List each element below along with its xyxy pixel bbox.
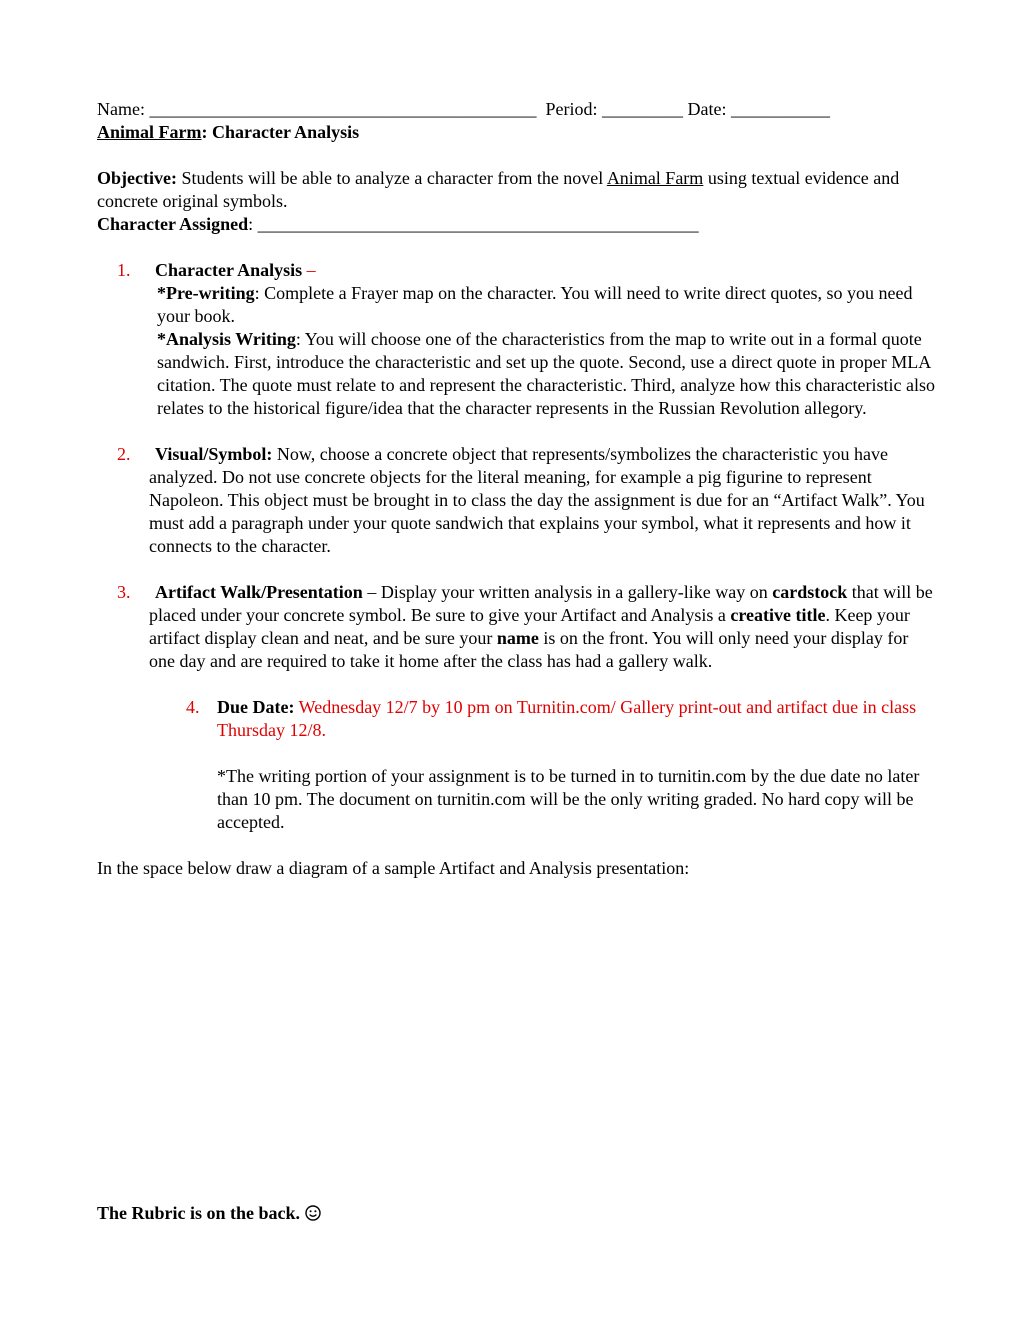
character-assigned-line xyxy=(97,213,937,236)
item-3-text-d: is on the front. You will only need your display for one day and are required to take it home after the class has had a gallery walk. xyxy=(149,628,909,671)
diagram-prompt: In the space below draw a diagram of a sample Artifact and Analysis presentation: xyxy=(97,858,690,878)
objective-book: Animal Farm xyxy=(606,168,704,188)
item-4-red-text: Wednesday 12/7 by 10 pm on Turnitin.com/ Gallery print-out and artifact due in class Thursday 12/8. xyxy=(217,697,917,740)
character-assigned-blank[interactable]: : _________________________________________________ xyxy=(248,214,699,234)
list-item-1 xyxy=(97,259,937,420)
item-3-bold-a: cardstock xyxy=(772,582,848,602)
item-3-bold-b: creative title xyxy=(730,605,826,625)
name-label: Name: xyxy=(97,99,145,119)
list-item-3 xyxy=(97,581,937,673)
document-page xyxy=(97,98,937,880)
objective-paragraph xyxy=(97,167,937,213)
item-3-bold-c: name xyxy=(496,628,539,648)
item-3-text-a: – Display your written analysis in a gallery-like way on xyxy=(362,582,773,602)
date-blank[interactable]: ___________ xyxy=(730,99,830,119)
prewriting-text: : Complete a Frayer map on the character. You will need to write direct quotes, so you need your book. xyxy=(157,283,913,326)
item-2-title: Visual/Symbol: xyxy=(155,444,273,464)
period-label: Period: xyxy=(545,99,598,119)
name-blank[interactable]: ___________________________________________ xyxy=(149,99,537,119)
item-1-analysis-writing xyxy=(97,328,937,420)
item-3-title: Artifact Walk/Presentation xyxy=(155,582,363,602)
item-2-text: Now, choose a concrete object that represents/symbolizes the characteristic you have analyzed. Do not use concrete objects for the literal meaning, for example a pig figurine to represent Napoleon. This object must be brought in to class the day the assignment is due for an “Artifact Walk”. You must add a paragraph under your quote sandwich that explains your symbol, what it represents and how it connects to the character. xyxy=(149,444,925,556)
date-label: Date: xyxy=(687,99,727,119)
item-2-paragraph xyxy=(97,443,937,558)
item-2-number: 2. xyxy=(117,444,131,464)
objective-label: Objective: xyxy=(97,168,177,188)
item-3-number: 3. xyxy=(117,582,131,602)
header-line xyxy=(97,98,937,121)
item-1-number: 1. xyxy=(117,260,131,280)
rubric-note xyxy=(97,1202,321,1227)
item-3-paragraph xyxy=(97,581,937,673)
item-4-number: 4. xyxy=(186,697,200,717)
item-4-note: *The writing portion of your assignment is to be turned in to turnitin.com by the due date no later than 10 pm. The document on turnitin.com will be the only writing graded. No hard copy will be accepted. xyxy=(217,766,920,832)
list-item-2 xyxy=(97,443,937,558)
analysis-writing-text: : You will choose one of the characteristics from the map to write out in a formal quote sandwich. First, introduce the characteristic and set up the quote. Second, use a direct quote in proper MLA citation. The quote must relate to and represent the characteristic. Third, analyze how this characteristic also relates to the historical figure/idea that the character represents in the Russian Revolution allegory. xyxy=(157,329,936,418)
item-4-paragraph xyxy=(97,696,937,742)
list-item-4 xyxy=(97,696,937,834)
item-1-prewriting xyxy=(97,282,937,328)
prewriting-label: *Pre-writing xyxy=(157,283,255,303)
objective-text-after: using textual evidence and concrete original symbols. xyxy=(97,168,900,211)
item-3-text-b: that will be placed under your concrete symbol. Be sure to give your Artifact and Analysis a xyxy=(149,582,933,625)
title-rest: : Character Analysis xyxy=(201,122,360,142)
item-1-dash: – xyxy=(302,260,316,280)
rubric-note-text: The Rubric is on the back. xyxy=(97,1203,301,1223)
page-title xyxy=(97,121,937,144)
item-3-text-c: . Keep your artifact display clean and neat, and be sure your xyxy=(149,605,910,648)
period-blank[interactable]: _________ xyxy=(601,99,683,119)
objective-text-before: Students will be able to analyze a character from the novel xyxy=(176,168,607,188)
title-book: Animal Farm xyxy=(97,122,202,142)
smiley-face-icon xyxy=(305,1204,321,1227)
analysis-writing-label: *Analysis Writing xyxy=(157,329,296,349)
item-4-title: Due Date: xyxy=(217,697,295,717)
character-assigned-label: Character Assigned xyxy=(97,214,249,234)
item-1-title: Character Analysis xyxy=(155,260,303,280)
